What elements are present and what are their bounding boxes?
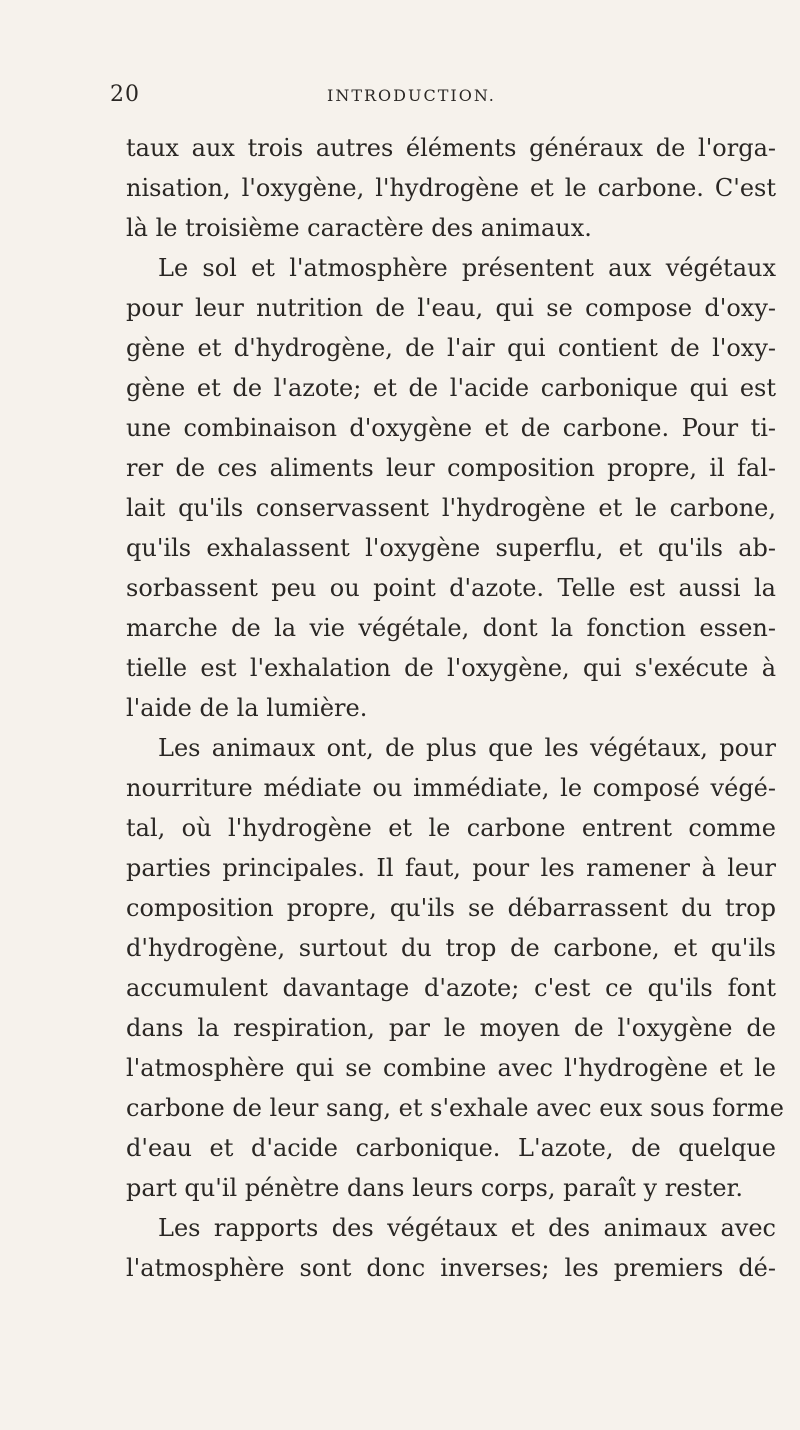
text-line: Le sol et l'atmosphère présentent aux végétaux [158, 254, 776, 282]
text-line: d'hydrogène, surtout du trop de carbone, et qu'ils [126, 934, 776, 962]
text-line: accumulent davantage d'azote; c'est ce qu'ils font [126, 974, 776, 1002]
text-line: d'eau et d'acide carbonique. L'azote, de quelque [126, 1134, 776, 1162]
text-line: lait qu'ils conservassent l'hydrogène et le carbone, [126, 494, 776, 522]
text-line: là le troisième caractère des animaux. [126, 214, 592, 242]
text-line: carbone de leur sang, et s'exhale avec eux sous forme [126, 1094, 784, 1122]
text-line: pour leur nutrition de l'eau, qui se compose d'oxy- [126, 294, 776, 322]
text-line: nourriture médiate ou immédiate, le composé végé- [126, 774, 776, 802]
text-line: Les animaux ont, de plus que les végétaux, pour [158, 734, 776, 762]
text-line: qu'ils exhalassent l'oxygène superflu, et qu'ils ab- [126, 534, 776, 562]
text-line: taux aux trois autres éléments généraux de l'orga- [126, 134, 776, 162]
page-number: 20 [110, 82, 140, 107]
text-line: l'atmosphère qui se combine avec l'hydrogène et le [126, 1054, 776, 1082]
text-line: dans la respiration, par le moyen de l'oxygène de [126, 1014, 776, 1042]
text-line: une combinaison d'oxygène et de carbone. Pour ti- [126, 414, 776, 442]
running-head: INTRODUCTION. [327, 86, 496, 105]
text-line: parties principales. Il faut, pour les ramener à leur [126, 854, 776, 882]
text-line: part qu'il pénètre dans leurs corps, paraît y rester. [126, 1174, 744, 1202]
text-line: rer de ces aliments leur composition propre, il fal- [126, 454, 776, 482]
text-line: l'atmosphère sont donc inverses; les premiers dé- [126, 1254, 776, 1282]
text-line: marche de la vie végétale, dont la fonction essen- [126, 614, 776, 642]
text-line: sorbassent peu ou point d'azote. Telle est aussi la [126, 574, 776, 602]
text-line: l'aide de la lumière. [126, 694, 368, 722]
text-line: Les rapports des végétaux et des animaux avec [158, 1214, 776, 1242]
text-line: gène et de l'azote; et de l'acide carbonique qui est [126, 374, 776, 402]
text-line: gène et d'hydrogène, de l'air qui contient de l'oxy- [126, 334, 776, 362]
body-text [126, 128, 784, 1288]
text-line: tal, où l'hydrogène et le carbone entrent comme [126, 814, 776, 842]
text-line: tielle est l'exhalation de l'oxygène, qui s'exécute à [126, 654, 776, 682]
text-line: composition propre, qu'ils se débarrassent du trop [126, 894, 776, 922]
text-line: nisation, l'oxygène, l'hydrogène et le carbone. C'est [126, 174, 776, 202]
